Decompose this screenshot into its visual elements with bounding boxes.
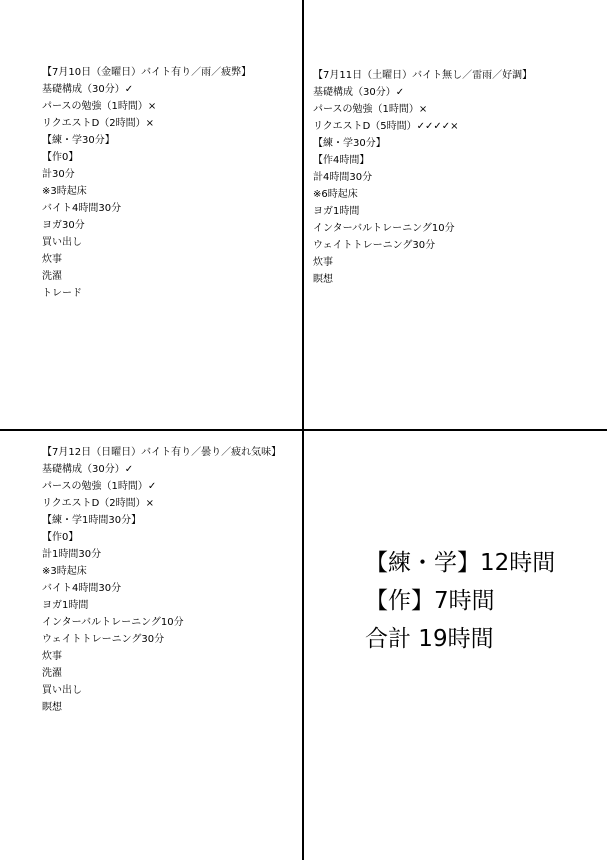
entry-line: 基礎構成（30分）✓ bbox=[42, 464, 134, 475]
entry-line: リクエストD（5時間）✓✓✓✓× bbox=[313, 121, 459, 132]
summary-line: 【練・学】12時間 bbox=[365, 550, 556, 576]
summary-line: 【作】7時間 bbox=[365, 588, 495, 614]
entry-line: 【作0】 bbox=[42, 532, 79, 543]
entry-line: 基礎構成（30分）✓ bbox=[313, 87, 405, 98]
entry-line: インターバルトレーニング10分 bbox=[313, 223, 455, 234]
entry-line: 炊事 bbox=[42, 651, 62, 662]
entry-line: 【作4時間】 bbox=[313, 155, 370, 166]
summary-line: 合計 19時間 bbox=[365, 626, 494, 652]
entry-line: ※3時起床 bbox=[42, 566, 87, 577]
day-entry-jul-10 bbox=[42, 64, 251, 302]
entry-line: リクエストD（2時間）× bbox=[42, 498, 155, 509]
entry-line: 【練・学30分】 bbox=[313, 138, 386, 149]
horizontal-divider bbox=[0, 429, 607, 431]
summary-totals bbox=[365, 544, 555, 658]
entry-line: 基礎構成（30分）✓ bbox=[42, 84, 134, 95]
entry-line: バイト4時間30分 bbox=[42, 583, 122, 594]
entry-line: 瞑想 bbox=[42, 702, 62, 713]
entry-line: 【練・学1時間30分】 bbox=[42, 515, 142, 526]
entry-line: パースの勉強（1時間）✓ bbox=[42, 481, 157, 492]
entry-line: 炊事 bbox=[313, 257, 333, 268]
entry-line: 瞑想 bbox=[313, 274, 333, 285]
entry-line: ウェイトトレーニング30分 bbox=[42, 634, 165, 645]
entry-heading: 【7月10日（金曜日）バイト有り／雨／疲弊】 bbox=[42, 67, 252, 78]
day-entry-jul-11 bbox=[313, 67, 532, 288]
entry-line: 計30分 bbox=[42, 169, 75, 180]
entry-line: インターバルトレーニング10分 bbox=[42, 617, 184, 628]
entry-heading: 【7月11日（土曜日）バイト無し／雷雨／好調】 bbox=[313, 70, 533, 81]
entry-line: ※3時起床 bbox=[42, 186, 87, 197]
day-entry-jul-12 bbox=[42, 444, 281, 716]
entry-line: ヨガ1時間 bbox=[313, 206, 360, 217]
entry-line: ヨガ1時間 bbox=[42, 600, 89, 611]
entry-line: トレード bbox=[42, 288, 82, 299]
entry-line: 【練・学30分】 bbox=[42, 135, 115, 146]
entry-line: ヨガ30分 bbox=[42, 220, 85, 231]
entry-line: 洗濯 bbox=[42, 668, 62, 679]
entry-line: 炊事 bbox=[42, 254, 62, 265]
entry-heading: 【7月12日（日曜日）バイト有り／曇り／疲れ気味】 bbox=[42, 447, 282, 458]
entry-line: ウェイトトレーニング30分 bbox=[313, 240, 436, 251]
entry-line: 買い出し bbox=[42, 685, 82, 696]
entry-line: 【作0】 bbox=[42, 152, 79, 163]
entry-line: リクエストD（2時間）× bbox=[42, 118, 155, 129]
entry-line: ※6時起床 bbox=[313, 189, 358, 200]
entry-line: パースの勉強（1時間）× bbox=[313, 104, 428, 115]
entry-line: 計4時間30分 bbox=[313, 172, 373, 183]
entry-line: 買い出し bbox=[42, 237, 82, 248]
entry-line: 計1時間30分 bbox=[42, 549, 102, 560]
entry-line: 洗濯 bbox=[42, 271, 62, 282]
entry-line: パースの勉強（1時間）× bbox=[42, 101, 157, 112]
entry-line: バイト4時間30分 bbox=[42, 203, 122, 214]
